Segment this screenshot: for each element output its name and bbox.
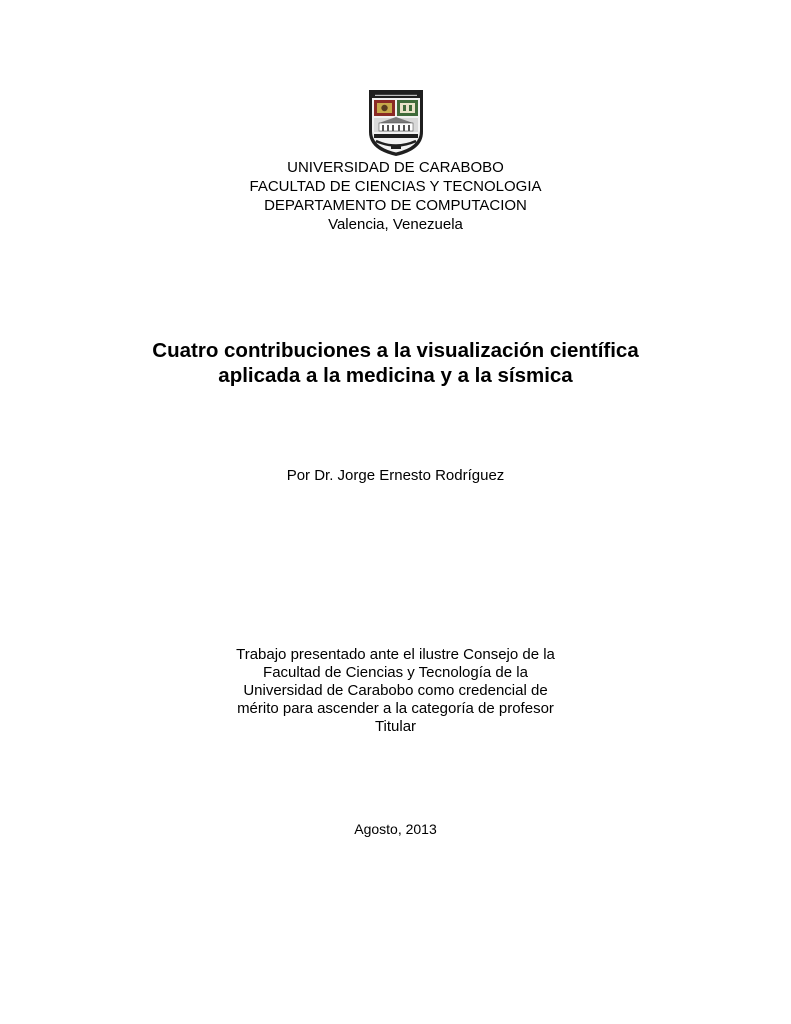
submission-statement [0, 646, 791, 736]
title-line-1: Cuatro contribuciones a la visualización científica [152, 339, 639, 362]
statement-line: Universidad de Carabobo como credencial de [243, 682, 548, 699]
faculty-name: FACULTAD DE CIENCIAS Y TECNOLOGIA [249, 178, 542, 195]
statement-line: Trabajo presentado ante el ilustre Consejo de la [236, 646, 555, 663]
document-date: Agosto, 2013 [354, 821, 437, 837]
institution-header [0, 158, 791, 234]
university-seal-icon [367, 88, 425, 158]
statement-line: mérito para ascender a la categoría de profesor [237, 700, 554, 717]
author-line: Por Dr. Jorge Ernesto Rodríguez [286, 467, 505, 484]
document-title [0, 338, 791, 388]
statement-line: Titular [374, 718, 417, 735]
location: Valencia, Venezuela [328, 216, 463, 233]
university-name: UNIVERSIDAD DE CARABOBO [287, 159, 504, 176]
statement-line: Facultad de Ciencias y Tecnología de la [263, 664, 528, 681]
department-name: DEPARTAMENTO DE COMPUTACION [264, 197, 527, 214]
title-line-2: aplicada a la medicina y a la sísmica [218, 364, 573, 387]
